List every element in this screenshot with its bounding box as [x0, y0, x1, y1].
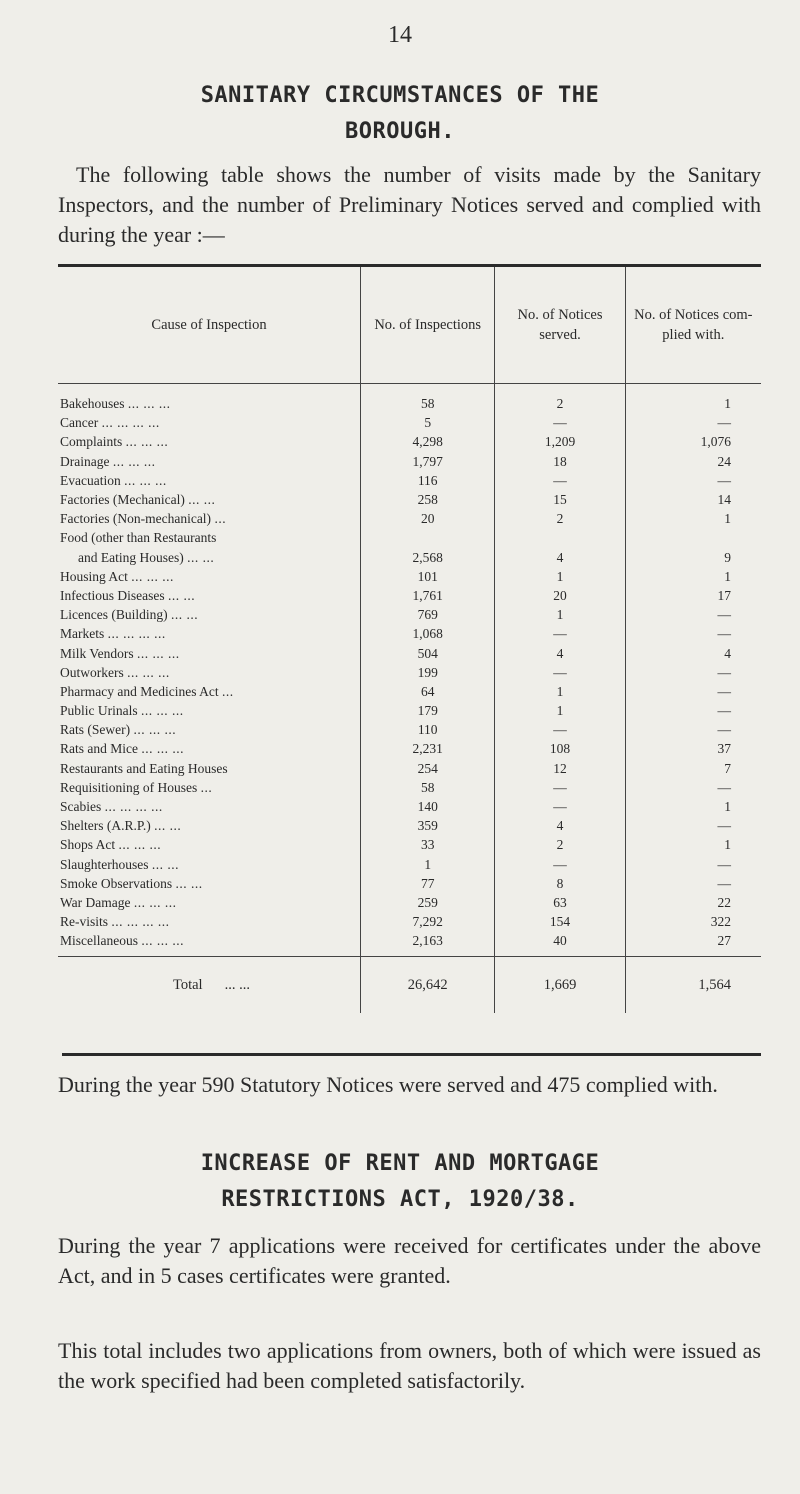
row-cause — [58, 643, 361, 662]
row-cause-text: Rats and Mice — [60, 741, 138, 757]
row-complied: 14 — [625, 490, 761, 509]
row-complied: — — [625, 624, 761, 643]
table-row — [58, 835, 761, 854]
sanitary-heading-line1: SANITARY CIRCUMSTANCES OF THE — [200, 83, 600, 108]
row-cause-text: Cancer — [60, 415, 99, 431]
table-row — [58, 701, 761, 720]
leader-dots: ... ... — [224, 976, 250, 993]
row-inspections: 4,298 — [361, 432, 495, 451]
row-inspections: 58 — [361, 384, 495, 414]
row-cause-text: Bakehouses — [60, 396, 125, 412]
row-complied: 9 — [625, 548, 761, 567]
row-complied: 1,076 — [625, 432, 761, 451]
row-cause — [58, 384, 361, 414]
leader-dots: ... — [200, 779, 213, 795]
row-cause — [58, 663, 361, 682]
row-inspections: 199 — [361, 663, 495, 682]
inspection-table — [58, 264, 761, 1013]
table-row — [58, 548, 761, 567]
row-cause-text: Shelters (A.R.P.) — [60, 818, 151, 834]
row-inspections: 101 — [361, 567, 495, 586]
row-cause-text: Factories (Mechanical) — [60, 492, 185, 508]
row-complied: 22 — [625, 893, 761, 912]
table-row — [58, 471, 761, 490]
leader-dots: ... ... ... — [141, 933, 184, 949]
row-served: 1 — [495, 605, 625, 624]
row-served: 15 — [495, 490, 625, 509]
row-cause — [58, 490, 361, 509]
row-served: 4 — [495, 548, 625, 567]
total-label-cell — [58, 957, 361, 1014]
row-cause-text: and Eating Houses) — [78, 549, 184, 565]
row-complied: — — [625, 855, 761, 874]
row-cause — [58, 452, 361, 471]
row-cause-text: Miscellaneous — [60, 933, 138, 949]
row-inspections: 116 — [361, 471, 495, 490]
row-cause-text: Restaurants and Eating Houses — [60, 760, 228, 776]
row-cause-text: Milk Vendors — [60, 645, 134, 661]
row-complied: — — [625, 663, 761, 682]
row-complied: — — [625, 720, 761, 739]
row-complied: 7 — [625, 759, 761, 778]
table-row — [58, 567, 761, 586]
row-inspections: 77 — [361, 874, 495, 893]
row-served: 1 — [495, 682, 625, 701]
row-cause-text: Shops Act — [60, 837, 116, 853]
row-complied: 1 — [625, 509, 761, 528]
total-label: Total — [173, 976, 203, 993]
row-cause — [58, 413, 361, 432]
row-cause-text: Licences (Building) — [60, 607, 168, 623]
row-inspections: 110 — [361, 720, 495, 739]
table-row — [58, 855, 761, 874]
row-complied — [625, 528, 761, 547]
row-cause — [58, 835, 361, 854]
table-row — [58, 874, 761, 893]
row-cause — [58, 509, 361, 528]
row-served: 1 — [495, 701, 625, 720]
row-served: 18 — [495, 452, 625, 471]
rent-paragraph-1: During the year 7 applications were received for certificates under the above Act, and in 5 cases certificates were granted. — [58, 1233, 761, 1288]
row-served: 4 — [495, 643, 625, 662]
row-inspections: 58 — [361, 778, 495, 797]
rent-paragraph-2: This total includes two applications from owners, both of which were issued as the work specified had been completed satisfactorily. — [58, 1338, 761, 1393]
table-row — [58, 720, 761, 739]
row-inspections: 64 — [361, 682, 495, 701]
intro-paragraph: The following table shows the number of visits made by the Sanitary Inspectors, and the number of Preliminary Notices served and complied with during the year :— — [58, 162, 761, 247]
row-served: 40 — [495, 931, 625, 950]
row-cause-text: Smoke Observations — [60, 875, 173, 891]
row-cause — [58, 567, 361, 586]
row-complied: 1 — [625, 835, 761, 854]
row-cause-text: Factories (Non-mechanical) — [60, 511, 212, 527]
row-inspections: 2,231 — [361, 739, 495, 758]
row-complied: — — [625, 413, 761, 432]
row-cause-text: Housing Act — [60, 568, 128, 584]
total-served: 1,669 — [495, 957, 625, 1014]
row-cause — [58, 586, 361, 605]
table-row — [58, 413, 761, 432]
table-row — [58, 384, 761, 414]
row-cause — [58, 931, 361, 950]
header-served: No. of Notices served. — [495, 267, 625, 384]
table-row — [58, 778, 761, 797]
row-cause-text: War Damage — [60, 894, 131, 910]
row-cause-text: Food (other than Restaurants — [60, 530, 217, 546]
header-inspections: No. of Inspections — [361, 267, 495, 384]
row-served: — — [495, 624, 625, 643]
row-cause — [58, 797, 361, 816]
row-complied: — — [625, 816, 761, 835]
row-served: 108 — [495, 739, 625, 758]
leader-dots: ... ... ... — [118, 837, 162, 853]
row-inspections: 1,761 — [361, 586, 495, 605]
row-inspections: 504 — [361, 643, 495, 662]
leader-dots: ... — [214, 511, 227, 527]
row-served: — — [495, 855, 625, 874]
total-row — [58, 957, 761, 1014]
row-served: — — [495, 778, 625, 797]
row-complied: 27 — [625, 931, 761, 950]
table-row — [58, 739, 761, 758]
row-served: — — [495, 797, 625, 816]
row-cause-text: Re-visits — [60, 914, 109, 930]
table-bottom-rule — [62, 1053, 761, 1056]
table-row — [58, 931, 761, 950]
header-complied: No. of Notices com- plied with. — [625, 267, 761, 384]
table-row — [58, 586, 761, 605]
row-complied: 24 — [625, 452, 761, 471]
page-number: 14 — [388, 22, 412, 48]
row-inspections: 769 — [361, 605, 495, 624]
row-cause-text: Infectious Diseases — [60, 587, 165, 603]
row-cause — [58, 874, 361, 893]
row-inspections: 2,568 — [361, 548, 495, 567]
table-row — [58, 663, 761, 682]
row-cause-text: Public Urinals — [60, 703, 138, 719]
leader-dots: ... ... ... — [133, 722, 177, 738]
row-cause — [58, 855, 361, 874]
table-row — [58, 528, 761, 547]
row-served: 1,209 — [495, 432, 625, 451]
row-complied: — — [625, 874, 761, 893]
row-inspections: 5 — [361, 413, 495, 432]
row-cause — [58, 701, 361, 720]
row-served: — — [495, 663, 625, 682]
row-served: 20 — [495, 586, 625, 605]
leader-dots: ... ... ... — [141, 741, 184, 757]
leader-dots: ... ... ... — [137, 645, 180, 661]
sanitary-heading-line2: BOROUGH. — [345, 119, 455, 144]
row-cause-text: Markets — [60, 626, 105, 642]
leader-dots: ... ... ... — [131, 568, 174, 584]
row-cause — [58, 893, 361, 912]
leader-dots: ... ... ... ... — [111, 914, 170, 930]
leader-dots: ... ... — [154, 818, 182, 834]
row-complied: 4 — [625, 643, 761, 662]
table-row — [58, 893, 761, 912]
table-row — [58, 912, 761, 931]
row-cause — [58, 720, 361, 739]
row-inspections: 140 — [361, 797, 495, 816]
row-inspections: 179 — [361, 701, 495, 720]
row-served: — — [495, 720, 625, 739]
row-complied: — — [625, 605, 761, 624]
row-served: 1 — [495, 567, 625, 586]
row-served: 2 — [495, 509, 625, 528]
row-inspections: 259 — [361, 893, 495, 912]
leader-dots: ... ... ... ... — [101, 415, 160, 431]
leader-dots: ... ... ... — [124, 472, 167, 488]
leader-dots: ... ... ... — [125, 434, 169, 450]
table-row — [58, 490, 761, 509]
table-row — [58, 509, 761, 528]
row-cause — [58, 605, 361, 624]
total-complied: 1,564 — [625, 957, 761, 1014]
row-cause — [58, 739, 361, 758]
leader-dots: ... ... — [167, 587, 196, 603]
row-inspections: 258 — [361, 490, 495, 509]
table-row — [58, 452, 761, 471]
row-cause-text: Outworkers — [60, 664, 124, 680]
rent-heading-line1: INCREASE OF RENT AND MORTGAGE — [200, 1151, 600, 1176]
row-inspections: 1,797 — [361, 452, 495, 471]
row-complied: 1 — [625, 384, 761, 414]
leader-dots: ... — [221, 683, 234, 699]
leader-dots: ... ... ... — [133, 894, 177, 910]
leader-dots: ... ... ... ... — [107, 626, 166, 642]
row-served: 12 — [495, 759, 625, 778]
leader-dots: ... ... ... — [112, 453, 156, 469]
row-served: — — [495, 413, 625, 432]
table-row — [58, 816, 761, 835]
row-complied: 17 — [625, 586, 761, 605]
row-cause — [58, 759, 361, 778]
row-complied: 322 — [625, 912, 761, 931]
row-inspections: 33 — [361, 835, 495, 854]
row-cause — [58, 432, 361, 451]
row-inspections — [361, 528, 495, 547]
row-complied: — — [625, 778, 761, 797]
table-row — [58, 682, 761, 701]
row-cause-text: Drainage — [60, 453, 110, 469]
leader-dots: ... ... — [151, 856, 179, 872]
row-cause-text: Pharmacy and Medicines Act — [60, 683, 219, 699]
row-complied: — — [625, 682, 761, 701]
row-cause-text: Evacuation — [60, 472, 121, 488]
row-complied: 37 — [625, 739, 761, 758]
row-served: 63 — [495, 893, 625, 912]
row-served: 2 — [495, 835, 625, 854]
row-cause — [58, 471, 361, 490]
row-inspections: 20 — [361, 509, 495, 528]
statutory-note: During the year 590 Statutory Notices were served and 475 complied with. — [58, 1072, 718, 1097]
table-row — [58, 759, 761, 778]
header-cause: Cause of Inspection — [58, 267, 361, 384]
sanitary-heading — [60, 78, 740, 150]
row-cause-text: Complaints — [60, 434, 123, 450]
row-cause — [58, 624, 361, 643]
table-body — [58, 384, 761, 1014]
row-inspections: 1 — [361, 855, 495, 874]
row-served: 2 — [495, 384, 625, 414]
leader-dots: ... ... — [175, 875, 203, 891]
rent-heading-line2: RESTRICTIONS ACT, 1920/38. — [221, 1187, 579, 1212]
row-served: 4 — [495, 816, 625, 835]
row-served: — — [495, 471, 625, 490]
row-complied: — — [625, 471, 761, 490]
row-cause-text: Requisitioning of Houses — [60, 779, 198, 795]
table-row — [58, 624, 761, 643]
row-complied: 1 — [625, 567, 761, 586]
row-inspections: 2,163 — [361, 931, 495, 950]
row-cause — [58, 778, 361, 797]
row-cause — [58, 528, 361, 547]
table-row — [58, 643, 761, 662]
leader-dots: ... ... — [170, 607, 199, 623]
row-served: 154 — [495, 912, 625, 931]
table-row — [58, 797, 761, 816]
total-inspections: 26,642 — [361, 957, 495, 1014]
row-inspections: 1,068 — [361, 624, 495, 643]
leader-dots: ... ... ... — [127, 664, 170, 680]
leader-dots: ... ... ... — [127, 396, 171, 412]
row-cause — [58, 816, 361, 835]
rent-heading — [60, 1146, 740, 1218]
row-cause — [58, 912, 361, 931]
row-cause-text: Scabies — [60, 799, 102, 815]
leader-dots: ... ... — [188, 492, 216, 508]
table-row — [58, 605, 761, 624]
row-served: 8 — [495, 874, 625, 893]
leader-dots: ... ... — [187, 549, 215, 565]
row-cause — [58, 548, 361, 567]
row-complied: — — [625, 701, 761, 720]
leader-dots: ... ... ... ... — [104, 799, 163, 815]
row-cause-text: Slaughterhouses — [60, 856, 149, 872]
row-complied: 1 — [625, 797, 761, 816]
row-inspections: 254 — [361, 759, 495, 778]
leader-dots: ... ... ... — [141, 703, 184, 719]
row-inspections: 7,292 — [361, 912, 495, 931]
row-cause — [58, 682, 361, 701]
row-cause-text: Rats (Sewer) — [60, 722, 131, 738]
row-inspections: 359 — [361, 816, 495, 835]
table-row — [58, 432, 761, 451]
row-served — [495, 528, 625, 547]
